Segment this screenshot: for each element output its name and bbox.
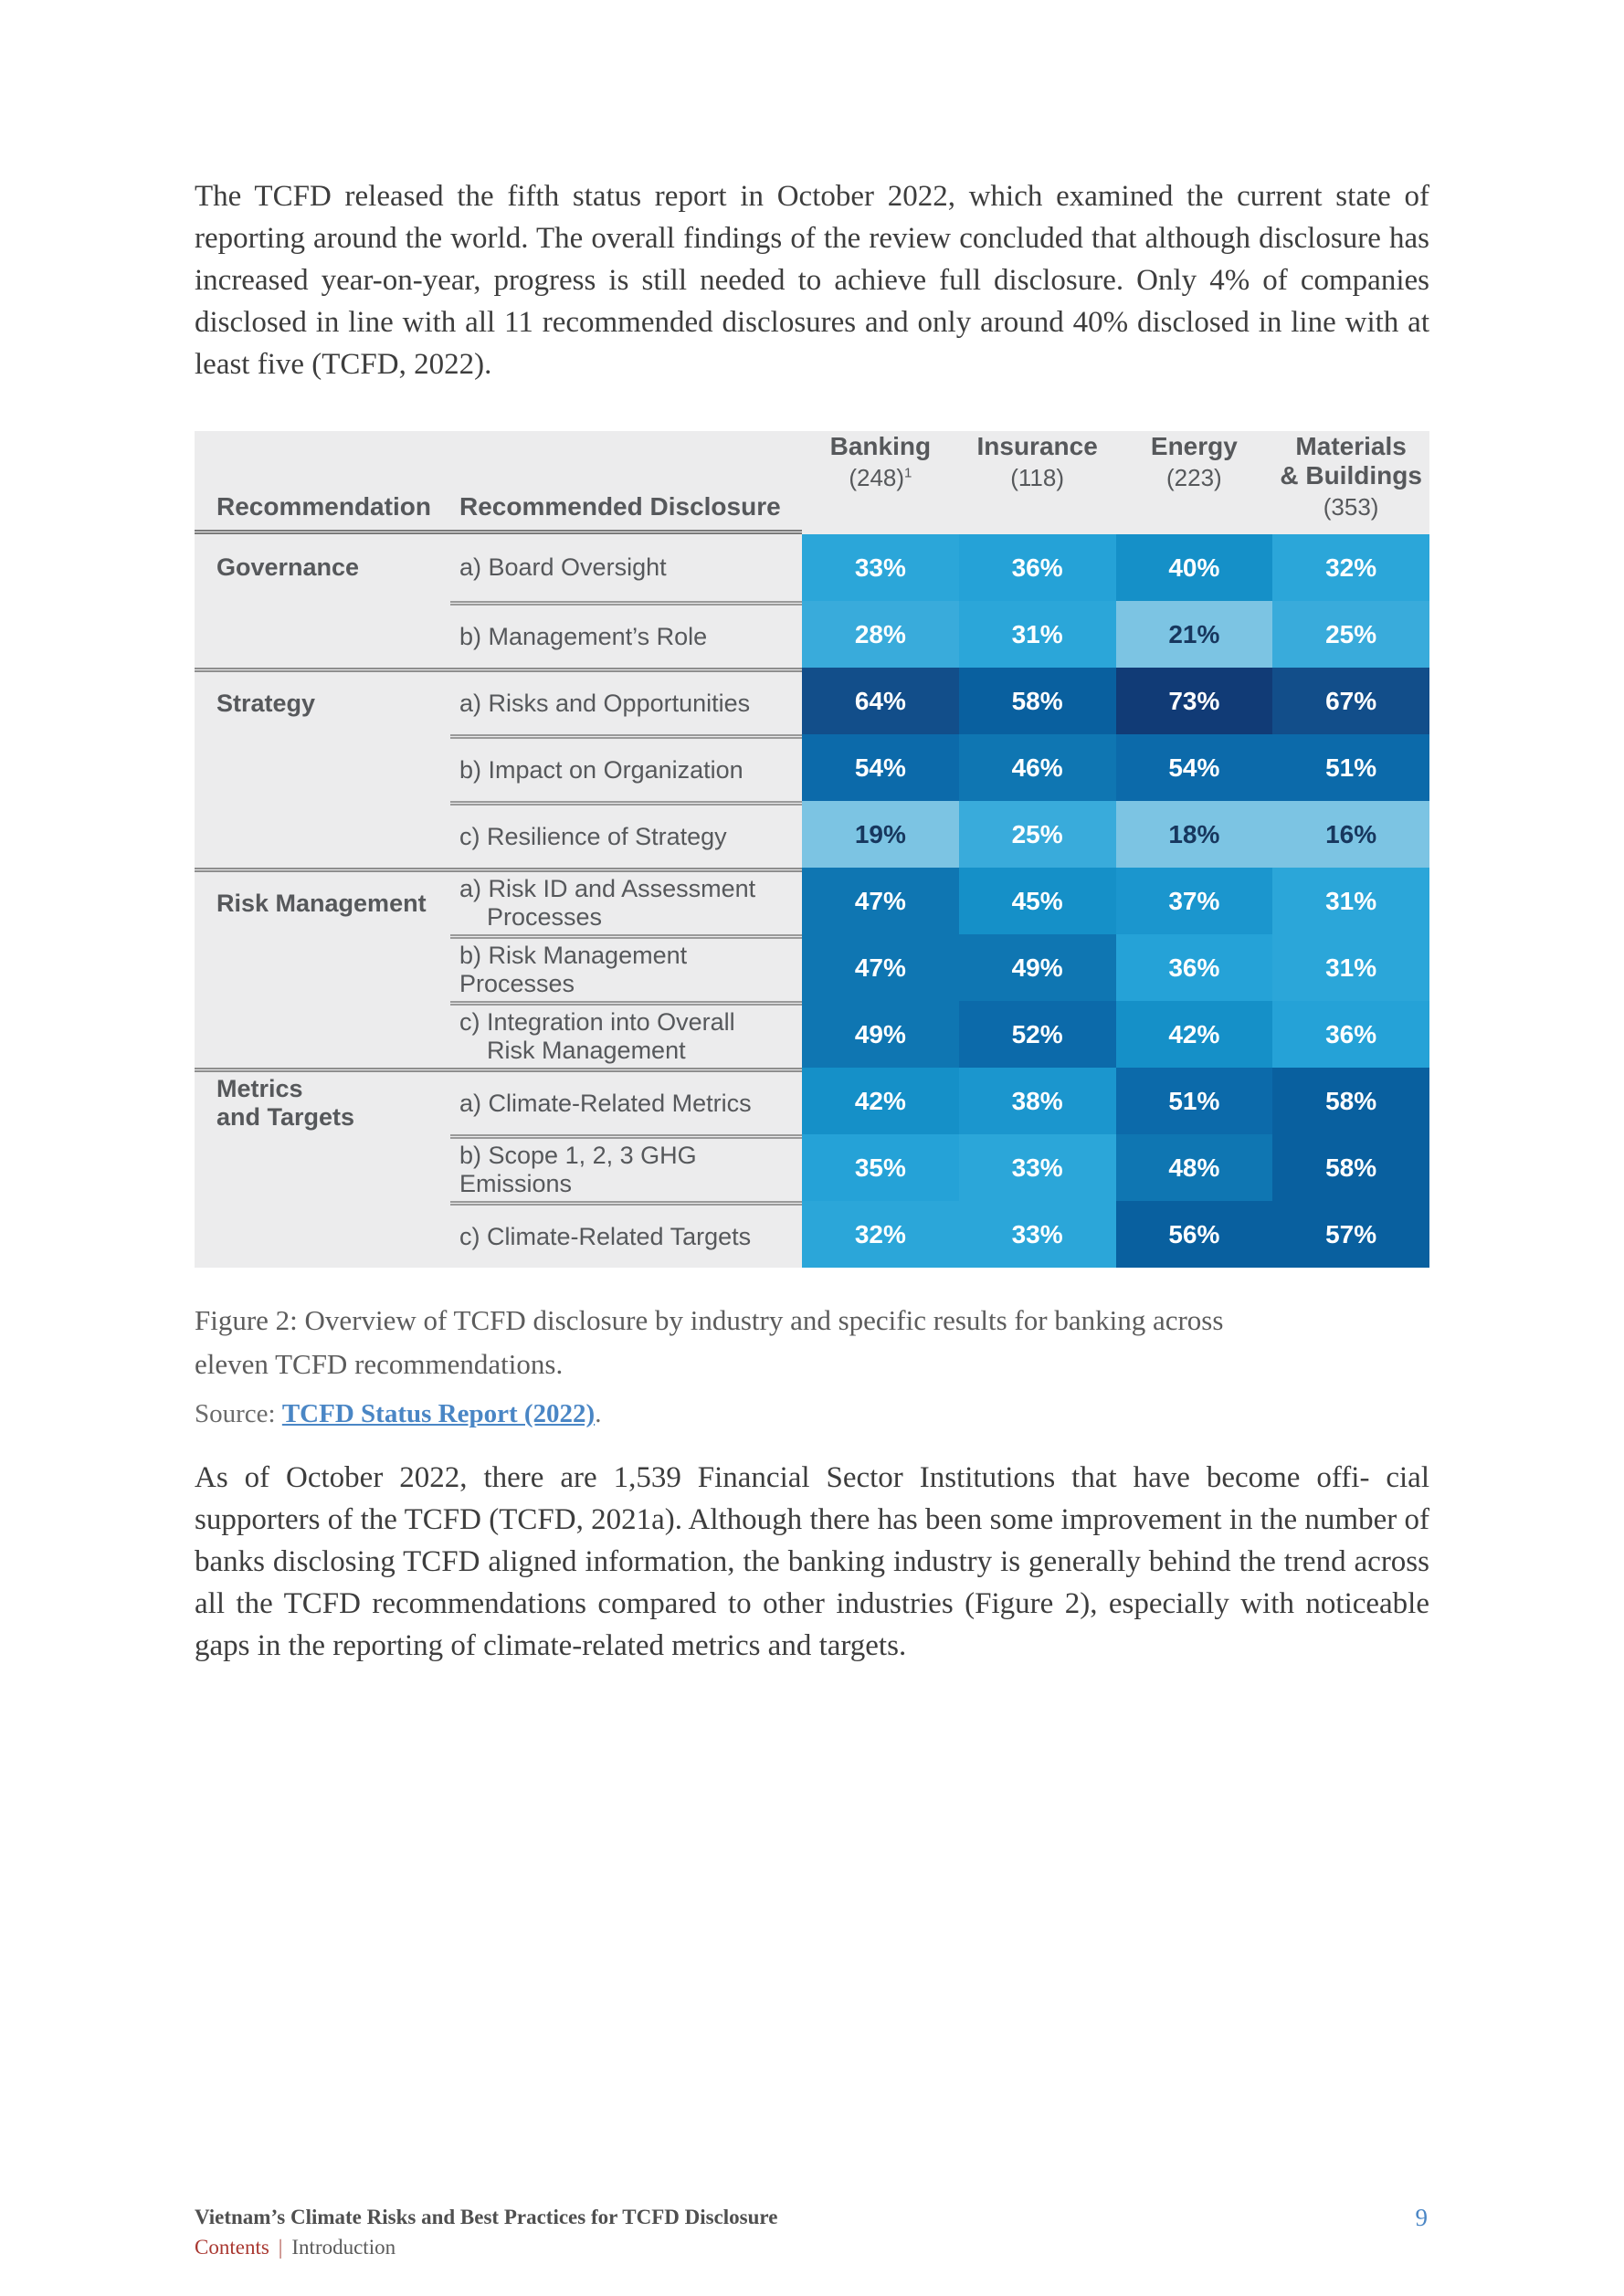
disclosure-cell [450,668,802,734]
industry-name [1272,432,1429,490]
value-cell: 58% [1272,1134,1429,1201]
table-row [195,534,1429,601]
table-row [195,801,1429,868]
value-cell: 57% [1272,1201,1429,1268]
industry-column-header [1116,432,1273,521]
industry-name-line: Insurance [976,432,1098,460]
value-cell: 42% [1116,1001,1273,1068]
recommendation-cell [195,668,450,734]
value-cell: 49% [959,934,1116,1001]
footer-section-label: Introduction [291,2236,396,2259]
table-row [195,601,1429,668]
tcfd-disclosure-heatmap-table [195,431,1429,1268]
recommendation-cell [195,868,450,934]
value-cell: 33% [959,1201,1116,1268]
value-cell: 56% [1116,1201,1273,1268]
recommendation-name-line: and Targets [216,1103,355,1131]
page-content [195,0,1429,1667]
disclosure-label-line: b) Management’s Role [459,622,708,650]
disclosure-label-line: b) Scope 1, 2, 3 GHG Emissions [459,1142,697,1197]
disclosure-label-line: b) Impact on Organization [459,755,743,784]
disclosure-label-line: Processes [487,903,603,931]
value-cell: 42% [802,1068,959,1134]
footer-document-title: Vietnam’s Climate Risks and Best Practices for TCFD Disclosure [195,2206,778,2228]
value-cell: 32% [802,1201,959,1268]
recommendation-cell [195,601,450,668]
value-cell: 58% [959,668,1116,734]
value-cell: 28% [802,601,959,668]
industry-name-line: Materials [1295,432,1407,460]
disclosure-cell [450,601,802,668]
recommendation-name-line: Strategy [216,689,316,717]
disclosure-cell [450,801,802,868]
value-cell: 35% [802,1134,959,1201]
value-cell: 51% [1116,1068,1273,1134]
industry-column-header [802,432,959,521]
value-cell: 33% [802,534,959,601]
disclosure-label-line: a) Board Oversight [459,553,667,581]
recommendation-cell [195,1068,450,1134]
disclosure-cell [450,1134,802,1201]
disclosure-cell [450,868,802,934]
recommendation-cell [195,1001,450,1068]
value-cell: 64% [802,668,959,734]
footer-separator: | [278,2236,283,2259]
value-cell: 49% [802,1001,959,1068]
industry-sample-count: (118) [1010,464,1065,491]
value-cell: 19% [802,801,959,868]
value-cell: 46% [959,734,1116,801]
paragraph-tcfd-status-report: The TCFD released the fifth status report in October 2022, which examined the current state of reporting around the world. The overall findings of the review concluded that although disclosure has increased year-on-year, progress is still needed to achieve full disclosure. Only 4% of companies disclosed in line with all 11 recommended disclosures and only around 40% disclosed in line with at least five (TCFD, 2022). [195,180,1429,381]
figure-source-line [195,1399,1429,1429]
value-cell: 25% [1272,601,1429,668]
industry-column-header [1272,432,1429,521]
table-row [195,868,1429,934]
footer-breadcrumb [195,2234,1429,2261]
value-cell: 38% [959,1068,1116,1134]
value-cell: 25% [959,801,1116,868]
value-cell: 36% [959,534,1116,601]
source-link[interactable]: TCFD Status Report (2022) [281,1399,596,1428]
page-footer [195,2204,1429,2261]
value-cell: 73% [1116,668,1273,734]
footer-contents-link[interactable]: Contents [195,2236,269,2259]
value-cell: 58% [1272,1068,1429,1134]
disclosure-label-line: c) Climate-Related Targets [459,1222,752,1250]
value-cell: 31% [1272,868,1429,934]
industry-column-headers [802,432,1429,521]
value-cell: 51% [1272,734,1429,801]
industry-sample-count: (353) [1323,493,1379,521]
recommendation-cell [195,534,450,601]
value-cell: 47% [802,934,959,1001]
value-cell: 21% [1116,601,1273,668]
page-number: 9 [1415,2204,1428,2231]
disclosure-label-line: a) Risk ID and Assessment [459,875,756,902]
value-cell: 48% [1116,1134,1273,1201]
value-cell: 31% [1272,934,1429,1001]
disclosure-cell [450,1001,802,1068]
table-row [195,934,1429,1001]
value-cell: 45% [959,868,1116,934]
disclosure-label-line: a) Risks and Opportunities [459,689,751,717]
disclosure-cell [450,934,802,1001]
value-cell: 54% [1116,734,1273,801]
value-cell: 37% [1116,868,1273,934]
value-cell: 36% [1272,1001,1429,1068]
industry-name [959,432,1116,461]
paragraph-financial-sector-supporters: As of October 2022, there are 1,539 Financial Sector Institutions that have become offi- cial supporters of the TCFD (TCFD, 2021a). Although there has been some improvement in the number of banks disclosing TCFD aligned information, the banking industry is generally behind the trend across all the TCFD recommendations compared to other industries (Figure 2), especially with noticeable gaps in the reporting of climate-related metrics and targets. [195,1461,1429,1662]
value-cell: 52% [959,1001,1116,1068]
value-cell: 40% [1116,534,1273,601]
table-row [195,1134,1429,1201]
table-row [195,734,1429,801]
disclosure-cell [450,1068,802,1134]
value-cell: 67% [1272,668,1429,734]
footnote-marker: 1 [904,465,912,481]
value-cell: 16% [1272,801,1429,868]
recommendation-cell [195,1134,450,1201]
disclosure-label-line: c) Resilience of Strategy [459,822,727,850]
recommendation-name-line: Governance [216,553,360,581]
recommendation-cell [195,1201,450,1268]
value-cell: 54% [802,734,959,801]
disclosure-label-line: c) Integration into Overall [459,1008,735,1036]
industry-sample-count: $(248)^1$ [849,464,912,491]
table-row [195,668,1429,734]
recommendation-cell [195,801,450,868]
disclosure-cell [450,534,802,601]
industry-name [802,432,959,461]
source-prefix: Source: [195,1399,282,1428]
value-cell: 18% [1116,801,1273,868]
industry-column-header [959,432,1116,521]
value-cell: 47% [802,868,959,934]
disclosure-label-line: Risk Management [487,1037,686,1064]
disclosure-label-line: a) Climate-Related Metrics [459,1089,752,1117]
recommendation-name-line: Risk Management [216,889,427,917]
table-header-row [195,431,1429,534]
disclosure-label-line: b) Risk Management Processes [459,942,688,997]
recommendation-name-line: Metrics [216,1075,303,1102]
value-cell: 32% [1272,534,1429,601]
recommendation-cell [195,734,450,801]
column-header-recommended-disclosure: Recommended Disclosure [459,492,781,521]
value-cell: 33% [959,1134,1116,1201]
header-divider-line [195,530,802,534]
value-cell: 36% [1116,934,1273,1001]
figure-caption: Figure 2: Overview of TCFD disclosure by industry and specific results for banking across eleven TCFD recommendations. [195,1304,1224,1380]
industry-name-line: Energy [1150,432,1238,460]
table-row [195,1201,1429,1268]
column-header-recommendation: Recommendation [216,492,431,521]
industry-sample-count: (223) [1166,464,1222,491]
recommendation-cell [195,934,450,1001]
table-row [195,1068,1429,1134]
industry-name [1116,432,1273,461]
source-suffix: . [595,1399,602,1428]
industry-name-line: & Buildings [1280,461,1422,490]
industry-name-line: Banking [829,432,932,460]
disclosure-cell [450,734,802,801]
table-body [195,534,1429,1268]
table-row [195,1001,1429,1068]
disclosure-cell [450,1201,802,1268]
value-cell: 31% [959,601,1116,668]
